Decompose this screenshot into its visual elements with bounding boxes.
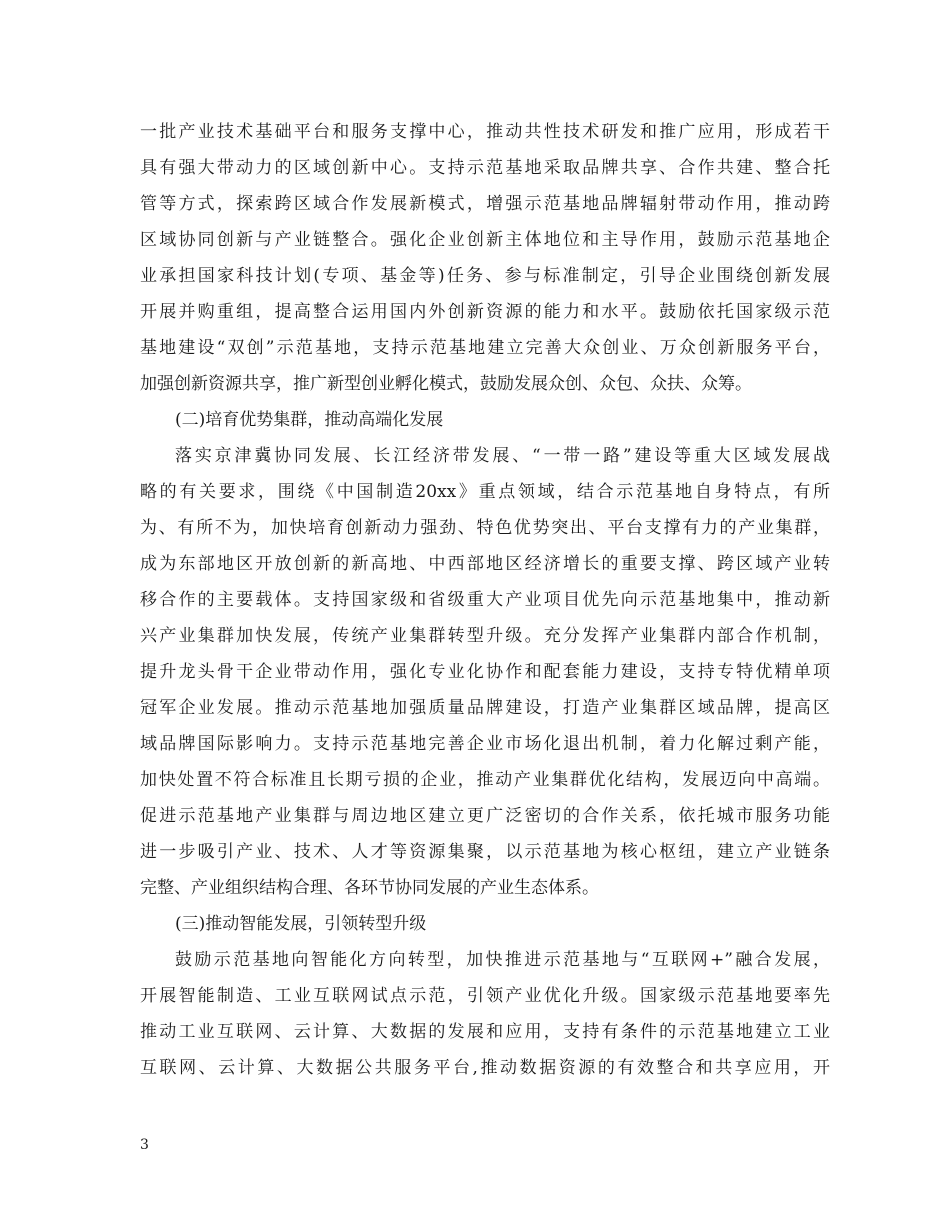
text-line: 业承担国家科技计划(专项、基金等)任务、参与标准制定，引导企业围绕创新发展 [140, 266, 830, 286]
text-line: 提升龙头骨干企业带动作用，强化专业化协作和配套能力建设，支持专特优精单项 [140, 662, 830, 682]
page-number: 3 [140, 1137, 149, 1153]
text-line: 管等方式，探索跨区域合作发展新模式，增强示范基地品牌辐射带动作用，推动跨 [140, 194, 830, 214]
text-line: 为、有所不为，加快培育创新动力强劲、特色优势突出、平台支撑有力的产业集群， [140, 518, 830, 538]
body-text [140, 114, 830, 1086]
text-line: (三)推动智能发展，引领转型升级 [175, 914, 427, 934]
text-line: 略的有关要求，围绕《中国制造20xx》重点领域，结合示范基地自身特点，有所 [140, 482, 830, 502]
text-line: 互联网、云计算、大数据公共服务平台,推动数据资源的有效整合和共享应用，开 [140, 1058, 830, 1078]
text-line: 加强创新资源共享，推广新型创业孵化模式，鼓励发展众创、众包、众扶、众筹。 [140, 374, 752, 394]
text-line: 冠军企业发展。推动示范基地加强质量品牌建设，打造产业集群区域品牌，提高区 [140, 698, 830, 718]
text-line: 落实京津冀协同发展、长江经济带发展、“一带一路”建设等重大区域发展战 [175, 446, 830, 466]
text-line: 鼓励示范基地向智能化方向转型，加快推进示范基地与“互联网+”融合发展， [175, 950, 830, 970]
text-line: 兴产业集群加快发展，传统产业集群转型升级。充分发挥产业集群内部合作机制， [140, 626, 830, 646]
text-line: 成为东部地区开放创新的新高地、中西部地区经济增长的重要支撑、跨区域产业转 [140, 554, 830, 574]
text-line: 一批产业技术基础平台和服务支撑中心，推动共性技术研发和推广应用，形成若干 [140, 122, 830, 142]
text-line: 域品牌国际影响力。支持示范基地完善企业市场化退出机制，着力化解过剩产能， [140, 734, 830, 754]
text-line: 促进示范基地产业集群与周边地区建立更广泛密切的合作关系，依托城市服务功能 [140, 806, 830, 826]
text-line: 开展并购重组，提高整合运用国内外创新资源的能力和水平。鼓励依托国家级示范 [140, 302, 830, 322]
text-line: 推动工业互联网、云计算、大数据的发展和应用，支持有条件的示范基地建立工业 [140, 1022, 830, 1042]
text-line: 开展智能制造、工业互联网试点示范，引领产业优化升级。国家级示范基地要率先 [140, 986, 830, 1006]
text-line: 区域协同创新与产业链整合。强化企业创新主体地位和主导作用，鼓励示范基地企 [140, 230, 830, 250]
text-line: (二)培育优势集群，推动高端化发展 [175, 410, 444, 430]
text-line: 进一步吸引产业、技术、人才等资源集聚，以示范基地为核心枢纽，建立产业链条 [140, 842, 830, 862]
text-line: 完整、产业组织结构合理、各环节协同发展的产业生态体系。 [140, 878, 599, 898]
text-line: 具有强大带动力的区域创新中心。支持示范基地采取品牌共享、合作共建、整合托 [140, 158, 830, 178]
text-line: 移合作的主要载体。支持国家级和省级重大产业项目优先向示范基地集中，推动新 [140, 590, 830, 610]
text-line: 基地建设“双创”示范基地，支持示范基地建立完善大众创业、万众创新服务平台， [140, 338, 830, 358]
text-line: 加快处置不符合标准且长期亏损的企业，推动产业集群优化结构，发展迈向中高端。 [140, 770, 830, 790]
